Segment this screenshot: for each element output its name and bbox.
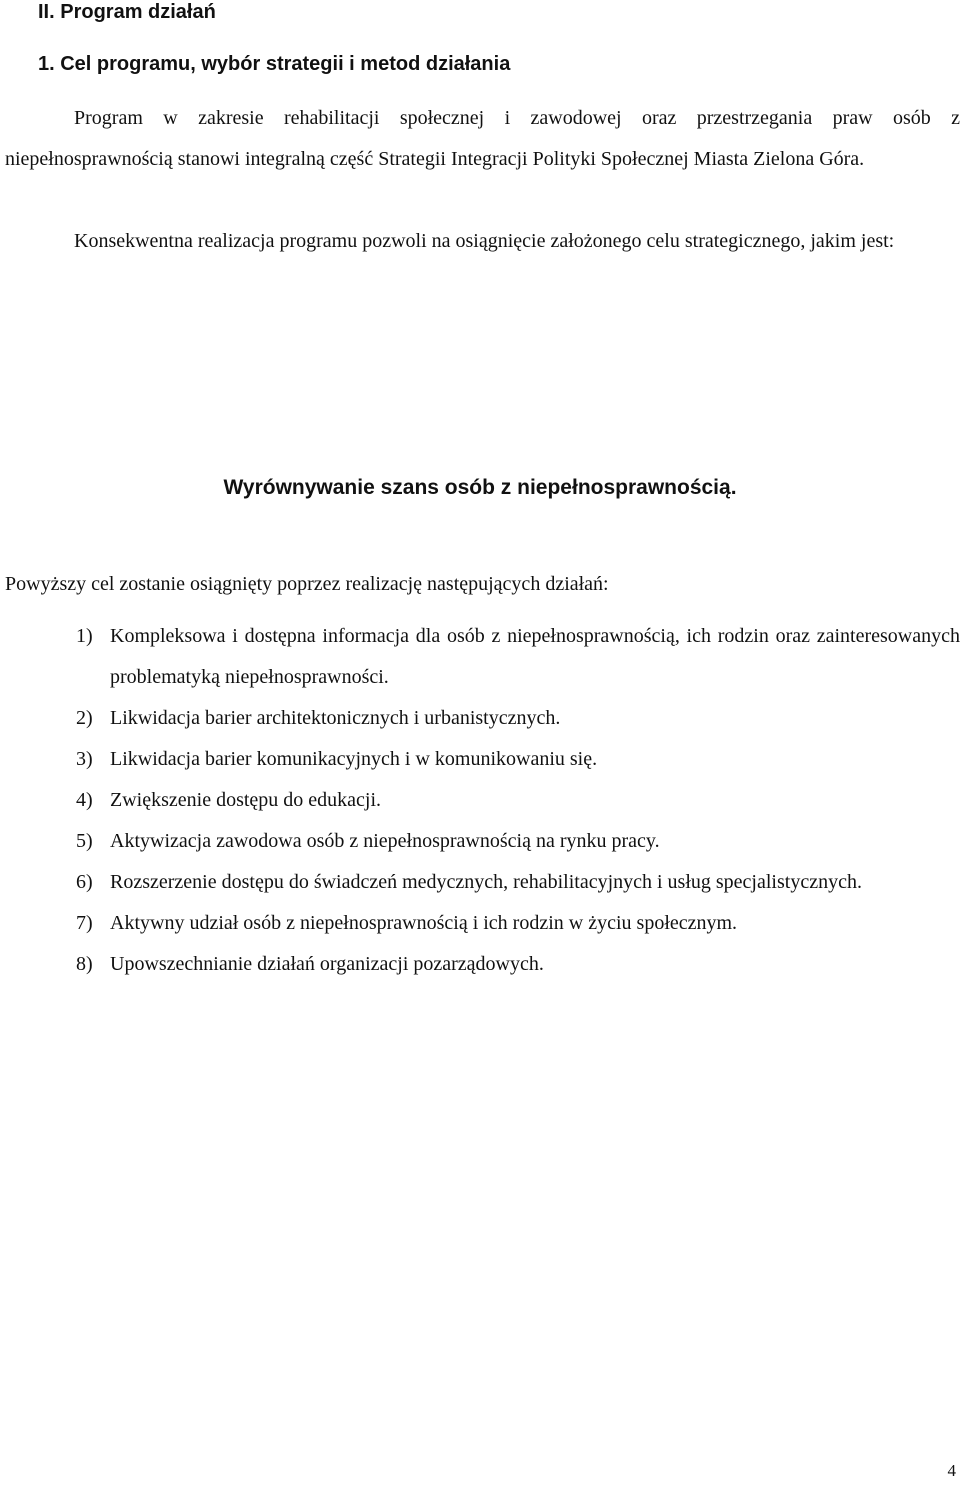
paragraph-program-scope: Program w zakresie rehabilitacji społecznej i zawodowej oraz przestrzegania praw osób z niepełnosprawnością stanowi integralną część Strategii Integracji Polityki Społecznej Miasta Zielona Góra.: [5, 107, 960, 170]
list-item: [0, 862, 960, 903]
list-item-text: Likwidacja barier architektonicznych i urbanistycznych.: [110, 707, 561, 729]
actions-list: [0, 616, 960, 985]
actions-intro: Powyższy cel zostanie osiągnięty poprzez realizację następujących działań:: [5, 573, 609, 595]
page-number: 4: [947, 1461, 956, 1480]
list-item: [0, 903, 960, 944]
list-item-number: 1): [76, 625, 93, 647]
list-item-number: 8): [76, 953, 93, 975]
list-item: [0, 944, 960, 985]
list-item-text: Rozszerzenie dostępu do świadczeń medycznych, rehabilitacyjnych i usług specjalistycznych.: [110, 871, 862, 893]
list-item: [0, 739, 960, 780]
list-item: [0, 616, 960, 698]
subsection-heading: 1. Cel programu, wybór strategii i metod działania: [38, 53, 511, 75]
paragraph-consistent-realization: Konsekwentna realizacja programu pozwoli na osiągnięcie założonego celu strategicznego, jakim jest:: [74, 230, 895, 252]
list-item: [0, 698, 960, 739]
list-item-number: 5): [76, 830, 93, 852]
list-item-number: 2): [76, 707, 93, 729]
list-item-number: 3): [76, 748, 93, 770]
list-item-text: Zwiększenie dostępu do edukacji.: [110, 789, 382, 811]
list-item-text: Aktywizacja zawodowa osób z niepełnosprawnością na rynku pracy.: [110, 830, 660, 852]
list-item-number: 6): [76, 871, 93, 893]
list-item-text: Upowszechnianie działań organizacji pozarządowych.: [110, 953, 544, 975]
strategic-goal: Wyrównywanie szans osób z niepełnosprawnością.: [223, 476, 737, 499]
list-item-number: 7): [76, 912, 93, 934]
list-item: [0, 780, 960, 821]
list-item: [0, 821, 960, 862]
list-item-number: 4): [76, 789, 93, 811]
section-heading: II. Program działań: [38, 1, 216, 23]
list-item-text: Kompleksowa i dostępna informacja dla osób z niepełnosprawnością, ich rodzin oraz zainteresowanych problematyką niepełnosprawności.: [110, 625, 960, 688]
list-item-text: Likwidacja barier komunikacyjnych i w komunikowaniu się.: [110, 748, 598, 770]
list-item-text: Aktywny udział osób z niepełnosprawnością i ich rodzin w życiu społecznym.: [110, 912, 738, 934]
